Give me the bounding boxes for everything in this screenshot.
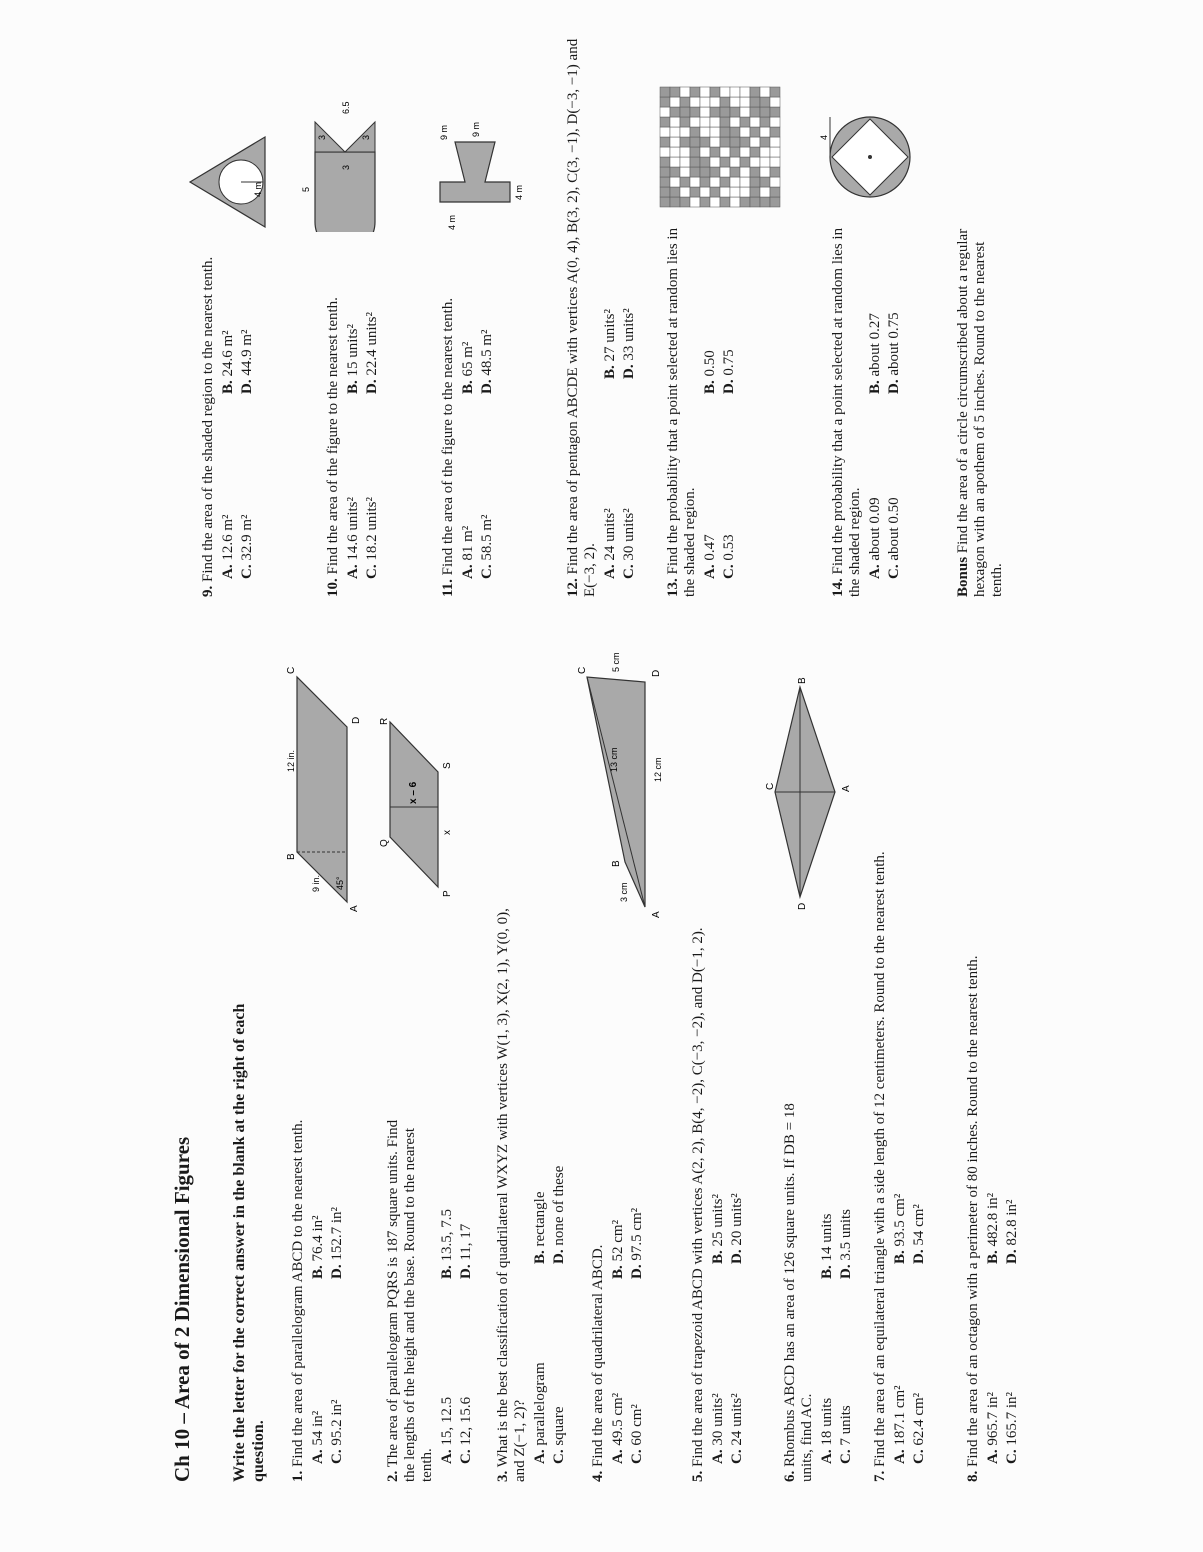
- grid-cell: [720, 157, 730, 167]
- option-c[interactable]: C. 58.5 m²: [479, 514, 495, 579]
- composite-figure-10: [295, 92, 395, 232]
- option-d[interactable]: D. 82.8 in²: [1004, 1199, 1020, 1264]
- grid-cell: [660, 117, 670, 127]
- question-number: 6.: [782, 1470, 798, 1482]
- grid-cell: [660, 157, 670, 167]
- grid-cell: [760, 127, 770, 137]
- grid-cell: [690, 137, 700, 147]
- grid-cell: [690, 107, 700, 117]
- grid-cell: [660, 107, 670, 117]
- grid-cell: [730, 87, 740, 97]
- grid-cell: [700, 167, 710, 177]
- grid-cell: [670, 167, 680, 177]
- grid-cell: [760, 147, 770, 157]
- grid-cell: [750, 197, 760, 207]
- radius-label: 4 m: [253, 181, 263, 197]
- length-label: 5 cm: [611, 652, 621, 672]
- grid-cell: [750, 187, 760, 197]
- question-bonus: [955, 217, 1006, 597]
- option-c[interactable]: C. 165.7 in²: [1004, 1391, 1020, 1464]
- grid-cell: [740, 197, 750, 207]
- vertex-r-label: R: [379, 717, 390, 725]
- grid-cell: [720, 197, 730, 207]
- grid-cell: [690, 197, 700, 207]
- grid-cell: [760, 137, 770, 147]
- grid-cell: [710, 117, 720, 127]
- question-number: 11.: [440, 579, 456, 597]
- grid-cell: [750, 167, 760, 177]
- question-number: 3.: [495, 1470, 511, 1482]
- option-c[interactable]: C. 7 units: [838, 1405, 854, 1464]
- grid-cell: [690, 147, 700, 157]
- question-number: 4.: [590, 1470, 606, 1482]
- grid-cell: [680, 117, 690, 127]
- grid-cell: [690, 157, 700, 167]
- quadrilateral-abcd-figure: [575, 652, 675, 922]
- question-3: [495, 902, 568, 1482]
- grid-cell: [700, 127, 710, 137]
- vertex-b-label: B: [286, 853, 297, 860]
- option-c[interactable]: C. 95.2 in²: [329, 1399, 345, 1464]
- vertex-d-label: D: [351, 716, 362, 724]
- grid-cell: [670, 197, 680, 207]
- option-b[interactable]: B. 65 m²: [460, 341, 476, 394]
- grid-cell: [760, 117, 770, 127]
- question-number: 12.: [565, 578, 581, 597]
- option-a[interactable]: A. 965.7 in²: [985, 1391, 1001, 1464]
- grid-cell: [670, 127, 680, 137]
- triangle-circle-figure: [185, 132, 275, 232]
- option-d[interactable]: D. 54 cm²: [911, 1204, 927, 1264]
- grid-cell: [670, 187, 680, 197]
- grid-cell: [720, 97, 730, 107]
- question-stem: Find the area of an equilateral triangle with a side length of 12 centimeters. Round to the nearest tenth.: [872, 851, 888, 1467]
- grid-cell: [700, 117, 710, 127]
- length-label: 12 cm: [653, 757, 663, 782]
- length-label: 3 cm: [619, 882, 629, 902]
- grid-cell: [660, 97, 670, 107]
- question-number: 13.: [665, 578, 681, 597]
- grid-cell: [720, 147, 730, 157]
- vertex-q-label: Q: [379, 839, 390, 847]
- grid-cell: [670, 117, 680, 127]
- question-number: 7.: [872, 1470, 888, 1482]
- grid-cell: [730, 107, 740, 117]
- parallelogram-abcd-figure: [285, 662, 365, 912]
- option-b[interactable]: B. 14 units: [819, 1213, 835, 1279]
- question-5: [690, 862, 746, 1482]
- grid-cell: [700, 137, 710, 147]
- question-1: [290, 1102, 346, 1482]
- length-label: 4 m: [447, 214, 457, 230]
- grid-cell: [690, 167, 700, 177]
- question-stem: Find the area of a circle circumscribed about a regular hexagon with an apothem of 5 inches. Round to the nearest tenth.: [955, 228, 1005, 597]
- grid-cell: [770, 137, 780, 147]
- question-4: [590, 1102, 646, 1482]
- grid-cell: [770, 167, 780, 177]
- option-d[interactable]: D. 97.5 cm²: [629, 1207, 645, 1279]
- grid-cell: [770, 87, 780, 97]
- grid-cell: [680, 137, 690, 147]
- option-c[interactable]: C. 60 cm²: [629, 1404, 645, 1464]
- grid-cell: [750, 117, 760, 127]
- vertex-b-label: B: [611, 860, 622, 867]
- width-label: 5: [301, 186, 311, 192]
- option-d[interactable]: D. 0.75: [721, 349, 737, 394]
- option-d[interactable]: D. 20 units²: [729, 1193, 745, 1264]
- grid-cell: [760, 157, 770, 167]
- grid-cell: [750, 97, 760, 107]
- question-9: [200, 217, 256, 597]
- question-stem: Find the area of the figure to the nearest tenth.: [440, 297, 456, 576]
- grid-cell: [770, 157, 780, 167]
- grid-cell: [670, 157, 680, 167]
- grid-cell: [770, 147, 780, 157]
- length-label: 3: [317, 134, 327, 140]
- vertex-p-label: P: [442, 890, 453, 897]
- grid-cell: [740, 87, 750, 97]
- grid-cell: [770, 127, 780, 137]
- height-label: 6.5: [341, 101, 351, 114]
- option-d[interactable]: D. 44.9 m²: [239, 329, 255, 394]
- grid-cell: [670, 107, 680, 117]
- grid-cell: [690, 97, 700, 107]
- length-label: 3: [361, 134, 371, 140]
- option-c[interactable]: C. 62.4 cm²: [911, 1392, 927, 1464]
- grid-cell: [700, 87, 710, 97]
- option-d[interactable]: D. 152.7 in²: [329, 1206, 345, 1279]
- grid-cell: [750, 147, 760, 157]
- grid-cell: [730, 197, 740, 207]
- grid-cell: [660, 87, 670, 97]
- grid-cell: [690, 127, 700, 137]
- grid-cell: [700, 97, 710, 107]
- grid-cell: [740, 177, 750, 187]
- grid-cell: [740, 167, 750, 177]
- question-stem: Find the area of quadrilateral ABCD.: [590, 1244, 606, 1467]
- grid-cell: [770, 97, 780, 107]
- grid-cell: [710, 167, 720, 177]
- grid-cell: [680, 107, 690, 117]
- composite-figure-11: [425, 112, 525, 232]
- grid-cell: [660, 147, 670, 157]
- grid-cell: [730, 127, 740, 137]
- grid-cell: [770, 187, 780, 197]
- question-stem: Find the area of the shaded region to the nearest tenth.: [200, 256, 216, 582]
- grid-cell: [770, 107, 780, 117]
- grid-cell: [750, 127, 760, 137]
- grid-cell: [760, 167, 770, 177]
- option-d[interactable]: D. 22.4 units²: [364, 311, 380, 394]
- grid-cell: [760, 97, 770, 107]
- grid-cell: [680, 177, 690, 187]
- grid-cell: [680, 87, 690, 97]
- side-length-label: 9 in.: [311, 874, 321, 892]
- grid-cell: [740, 137, 750, 147]
- vertex-b-label: B: [797, 677, 808, 684]
- grid-cell: [730, 187, 740, 197]
- grid-cell: [720, 137, 730, 147]
- question-7: [872, 842, 928, 1482]
- question-13: [665, 217, 738, 597]
- option-d[interactable]: D. 33 units²: [621, 308, 637, 379]
- option-a[interactable]: A. parallelogram: [532, 1362, 548, 1464]
- grid-cell: [750, 157, 760, 167]
- grid-cell: [740, 147, 750, 157]
- length-label: 13 cm: [609, 747, 619, 772]
- grid-cell: [730, 117, 740, 127]
- question-stem: Find the area of parallelogram ABCD to the nearest tenth.: [290, 1119, 306, 1467]
- option-b[interactable]: B. about 0.27: [867, 313, 883, 394]
- option-a[interactable]: A. 187.1 cm²: [892, 1385, 908, 1464]
- option-a[interactable]: A. 12.6 m²: [220, 514, 236, 579]
- grid-cell: [740, 117, 750, 127]
- option-a[interactable]: A. 14.6 units²: [345, 496, 361, 579]
- grid-cell: [760, 177, 770, 187]
- grid-cell: [720, 87, 730, 97]
- option-d[interactable]: D. about 0.75: [886, 312, 902, 394]
- grid-cell: [690, 177, 700, 187]
- grid-cell: [700, 177, 710, 187]
- grid-cell: [700, 147, 710, 157]
- option-c[interactable]: C. 30 units²: [621, 508, 637, 579]
- option-b[interactable]: B. 13.5, 7.5: [439, 1208, 455, 1279]
- grid-cell: [730, 157, 740, 167]
- grid-cell: [670, 177, 680, 187]
- vertex-a-label: A: [349, 905, 360, 912]
- rhombus-abcd-figure: [765, 672, 855, 912]
- grid-cell: [720, 177, 730, 187]
- grid-cell: [760, 87, 770, 97]
- grid-cell: [710, 107, 720, 117]
- question-12: [565, 37, 638, 597]
- grid-cell: [730, 147, 740, 157]
- question-stem: What is the best classification of quadrilateral WXYZ with vertices W(1, 3), X(2, 1), Y(0, 0), and Z(−1, 2)?: [495, 908, 528, 1482]
- question-6: [782, 1102, 855, 1482]
- circle-square-figure: [815, 92, 915, 212]
- vertex-c-label: C: [286, 666, 297, 674]
- grid-cell: [710, 187, 720, 197]
- option-a[interactable]: A. 81 m²: [460, 525, 476, 579]
- grid-cell: [710, 97, 720, 107]
- question-2: [385, 1102, 475, 1482]
- grid-cell: [750, 107, 760, 117]
- grid-cell: [710, 197, 720, 207]
- option-b[interactable]: B. 27 units²: [602, 309, 618, 379]
- base-label: x: [442, 830, 453, 835]
- option-d[interactable]: D. 3.5 units: [838, 1208, 854, 1279]
- option-a[interactable]: A. 30 units²: [710, 1393, 726, 1464]
- question-stem: The area of parallelogram PQRS is 187 square units. Find the lengths of the height and the base. Round to the nearest tenth.: [385, 1119, 435, 1482]
- option-b[interactable]: B. 482.8 in²: [985, 1192, 1001, 1264]
- option-a[interactable]: A. 0.47: [702, 534, 718, 579]
- grid-cell: [740, 157, 750, 167]
- option-c[interactable]: C. 12, 15.6: [458, 1396, 474, 1464]
- grid-cell: [750, 177, 760, 187]
- option-c[interactable]: C. 18.2 units²: [364, 496, 380, 579]
- grid-cell: [710, 137, 720, 147]
- grid-cell: [690, 117, 700, 127]
- grid-cell: [770, 177, 780, 187]
- page-title: Ch 10 – Area of 2 Dimensional Figures: [170, 1136, 194, 1482]
- grid-cell: [750, 137, 760, 147]
- option-b[interactable]: B. 93.5 cm²: [892, 1193, 908, 1264]
- grid-cell: [760, 197, 770, 207]
- grid-cell: [720, 117, 730, 127]
- length-label: 9 m: [471, 121, 481, 137]
- question-stem: Find the area of an octagon with a perimeter of 80 inches. Round to the nearest tenth.: [965, 955, 981, 1467]
- grid-cell: [700, 107, 710, 117]
- question-number: 14.: [830, 578, 846, 597]
- grid-cell: [770, 117, 780, 127]
- question-stem: Find the area of pentagon ABCDE with vertices A(0, 4), B(3, 2), C(3, −1), D(−3, −1) and E(−3, 2).: [565, 38, 598, 597]
- grid-cell: [680, 157, 690, 167]
- question-stem: Find the probability that a point selected at random lies in the shaded region.: [665, 227, 698, 597]
- question-number: Bonus: [955, 556, 971, 597]
- grid-cell: [720, 127, 730, 137]
- grid-cell: [760, 107, 770, 117]
- grid-cell: [690, 187, 700, 197]
- question-number: 1.: [290, 1470, 306, 1482]
- grid-cell: [700, 197, 710, 207]
- question-stem: Rhombus ABCD has an area of 126 square units. If DB = 18 units, find AC.: [782, 1103, 815, 1482]
- option-d[interactable]: D. 48.5 m²: [479, 329, 495, 394]
- option-b[interactable]: B. 76.4 in²: [310, 1215, 326, 1279]
- grid-cell: [750, 87, 760, 97]
- radius-label: 4: [819, 134, 829, 140]
- question-stem: Find the area of trapezoid ABCD with vertices A(2, 2), B(4, −2), C(−3, −2), and D(−1, 2).: [690, 927, 706, 1467]
- grid-cell: [730, 97, 740, 107]
- length-label: 9 m: [439, 124, 449, 140]
- grid-cell: [680, 127, 690, 137]
- vertex-c-label: C: [765, 782, 776, 790]
- grid-cell: [670, 137, 680, 147]
- grid-cell: [720, 107, 730, 117]
- parallelogram-pqrs-figure: [378, 717, 468, 897]
- option-d[interactable]: D. none of these: [551, 1165, 567, 1264]
- question-11: [440, 214, 496, 597]
- grid-cell: [660, 197, 670, 207]
- grid-cell: [710, 127, 720, 137]
- question-number: 5.: [690, 1470, 706, 1482]
- option-b[interactable]: B. 52 cm²: [610, 1219, 626, 1279]
- grid-cell: [760, 187, 770, 197]
- vertex-a-label: A: [651, 911, 662, 918]
- grid-cell: [740, 97, 750, 107]
- question-number: 8.: [965, 1470, 981, 1482]
- grid-cell: [710, 157, 720, 167]
- question-number: 9.: [200, 585, 216, 597]
- grid-cell: [680, 187, 690, 197]
- grid-cell: [720, 167, 730, 177]
- grid-cell: [670, 147, 680, 157]
- option-a[interactable]: A. 18 units: [819, 1397, 835, 1464]
- option-a[interactable]: A. 24 units²: [602, 508, 618, 579]
- question-stem: Find the probability that a point selected at random lies in the shaded region.: [830, 227, 863, 597]
- option-b[interactable]: B. 25 units²: [710, 1194, 726, 1264]
- option-c[interactable]: C. 24 units²: [729, 1393, 745, 1464]
- grid-cell: [700, 157, 710, 167]
- grid-cell: [660, 167, 670, 177]
- vertex-d-label: D: [797, 902, 808, 910]
- option-b[interactable]: B. rectangle: [532, 1191, 548, 1264]
- grid-cell: [730, 137, 740, 147]
- option-b[interactable]: B. 0.50: [702, 350, 718, 394]
- grid-cell: [730, 177, 740, 187]
- vertex-a-label: A: [841, 785, 852, 792]
- option-a[interactable]: A. 49.5 cm²: [610, 1392, 626, 1464]
- grid-cell: [660, 187, 670, 197]
- option-a[interactable]: A. about 0.09: [867, 497, 883, 579]
- question-10: [325, 217, 381, 597]
- angle-label: 45°: [335, 876, 345, 890]
- grid-cell: [690, 87, 700, 97]
- option-a[interactable]: A. 15, 12.5: [439, 1396, 455, 1464]
- option-b[interactable]: B. 15 units²: [345, 324, 361, 394]
- grid-cell: [660, 177, 670, 187]
- grid-cell: [740, 127, 750, 137]
- option-c[interactable]: C. 0.53: [721, 534, 737, 579]
- grid-cell: [670, 97, 680, 107]
- option-b[interactable]: B. 24.6 m²: [220, 330, 236, 394]
- grid-cell: [700, 187, 710, 197]
- checkerboard-grid-figure: [655, 82, 785, 212]
- grid-cell: [730, 167, 740, 177]
- grid-cell: [680, 167, 690, 177]
- height-label: x – 6: [408, 781, 419, 804]
- grid-cell: [660, 127, 670, 137]
- option-a[interactable]: A. 54 in²: [310, 1410, 326, 1464]
- grid-cell: [660, 137, 670, 147]
- length-label: 3: [341, 164, 351, 170]
- question-14: [830, 217, 903, 597]
- instructions: Write the letter for the correct answer in the blank at the right of each question.: [231, 1003, 267, 1482]
- grid-cell: [710, 147, 720, 157]
- grid-cell: [680, 197, 690, 207]
- vertex-s-label: S: [442, 762, 453, 769]
- option-c[interactable]: C. square: [551, 1406, 567, 1464]
- option-c[interactable]: C. 32.9 m²: [239, 514, 255, 579]
- length-label: 4 m: [514, 184, 524, 200]
- top-length-label: 12 in.: [286, 749, 296, 772]
- option-c[interactable]: C. about 0.50: [886, 497, 902, 579]
- grid-cell: [680, 97, 690, 107]
- grid-cell: [720, 187, 730, 197]
- vertex-d-label: D: [651, 669, 662, 677]
- vertex-c-label: C: [577, 666, 588, 674]
- grid-cell: [710, 177, 720, 187]
- grid-cell: [740, 107, 750, 117]
- grid-cell: [710, 87, 720, 97]
- question-stem: Find the area of the figure to the nearest tenth.: [325, 297, 341, 575]
- question-number: 2.: [385, 1470, 401, 1482]
- question-8: [965, 902, 1021, 1482]
- option-d[interactable]: D. 11, 17: [458, 1223, 474, 1279]
- grid-cell: [770, 197, 780, 207]
- grid-cell: [680, 147, 690, 157]
- grid-cell: [740, 187, 750, 197]
- grid-cell: [670, 87, 680, 97]
- question-number: 10.: [325, 578, 341, 597]
